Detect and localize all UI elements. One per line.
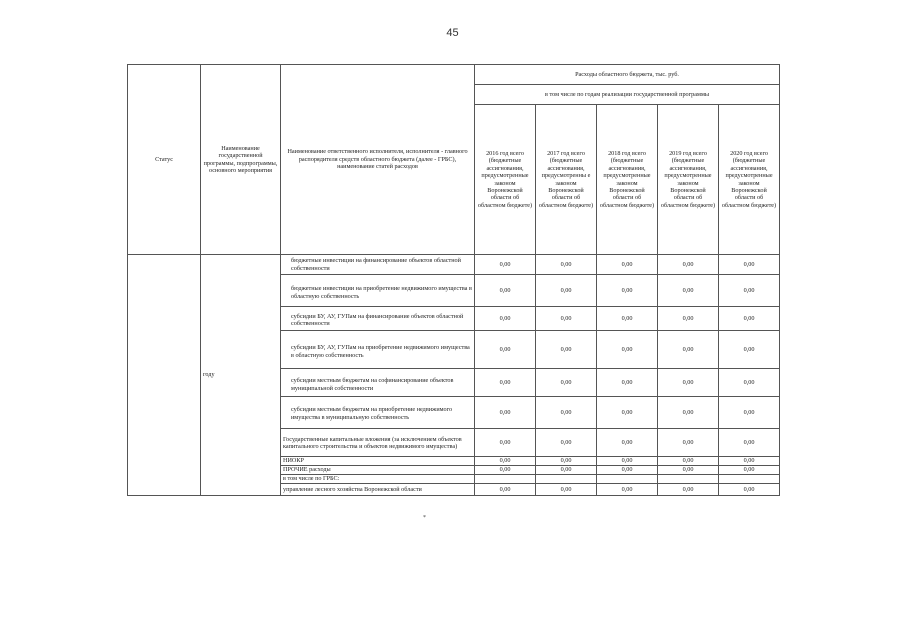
row-value: 0,00: [658, 255, 719, 275]
row-label: субсидии БУ, АУ, ГУПам на приобретение недвижимого имущества в областную собственность: [281, 331, 475, 369]
row-value: 0,00: [536, 331, 597, 369]
row-label: бюджетные инвестиции на приобретение недвижимого имущества в областную собственность: [281, 275, 475, 307]
row-value: 0,00: [597, 484, 658, 496]
row-value: [536, 475, 597, 484]
table-row: [128, 255, 780, 275]
row-value: 0,00: [536, 275, 597, 307]
row-label: ПРОЧИЕ расходы: [281, 466, 475, 475]
header-year-2019: 2019 год всего (бюджетные ассигнования, предусмотренные законом Воронежской области об областном бюджете): [658, 105, 719, 255]
page-number: 45: [446, 27, 459, 39]
row-value: 0,00: [719, 255, 780, 275]
row-value: 0,00: [475, 466, 536, 475]
row-value: 0,00: [536, 397, 597, 429]
row-label: бюджетные инвестиции на финансирование объектов областной собственности: [281, 255, 475, 275]
row-value: 0,00: [658, 457, 719, 466]
row-value: 0,00: [536, 369, 597, 397]
row-value: 0,00: [475, 275, 536, 307]
header-year-2020: 2020 год всего (бюджетные ассигнования, предусмотренные законом Воронежской области об областном бюджете): [719, 105, 780, 255]
row-value: 0,00: [475, 484, 536, 496]
row-value: [719, 475, 780, 484]
header-by-years: в том числе по годам реализации государственной программы: [475, 85, 780, 105]
row-value: 0,00: [597, 397, 658, 429]
row-value: 0,00: [658, 369, 719, 397]
row-value: 0,00: [719, 457, 780, 466]
row-label: НИОКР: [281, 457, 475, 466]
header-status: Статус: [128, 65, 201, 255]
row-value: 0,00: [719, 275, 780, 307]
row-value: 0,00: [475, 429, 536, 457]
row-value: 0,00: [536, 429, 597, 457]
row-value: 0,00: [597, 255, 658, 275]
row-value: 0,00: [597, 429, 658, 457]
budget-table: [127, 64, 780, 496]
row-value: 0,00: [475, 397, 536, 429]
row-value: 0,00: [536, 255, 597, 275]
status-cell: [128, 255, 201, 496]
row-value: 0,00: [597, 466, 658, 475]
row-value: 0,00: [475, 331, 536, 369]
row-value: 0,00: [597, 369, 658, 397]
program-cell: году: [201, 255, 281, 496]
row-value: 0,00: [658, 484, 719, 496]
row-value: 0,00: [536, 457, 597, 466]
row-value: 0,00: [475, 255, 536, 275]
row-value: 0,00: [719, 484, 780, 496]
header-year-2017: 2017 год всего (бюджетные ассигнования, предусмотренны е законом Воронежской области об областном бюджете): [536, 105, 597, 255]
header-year-2016: 2016 год всего (бюджетные ассигнования, предусмотренные законом Воронежской области об областном бюджете): [475, 105, 536, 255]
row-value: 0,00: [536, 484, 597, 496]
row-value: [597, 475, 658, 484]
row-value: 0,00: [597, 275, 658, 307]
footer-mark: *: [423, 515, 426, 521]
header-year-2018: 2018 год всего (бюджетные ассигнования, предусмотренные законом Воронежской области об областном бюджете): [597, 105, 658, 255]
row-label: субсидии местным бюджетам на софинансирование объектов муниципальной собственности: [281, 369, 475, 397]
row-value: 0,00: [658, 307, 719, 331]
row-value: 0,00: [475, 369, 536, 397]
row-value: 0,00: [475, 457, 536, 466]
row-value: 0,00: [658, 275, 719, 307]
row-value: [475, 475, 536, 484]
row-value: 0,00: [719, 466, 780, 475]
header-program-name: Наименование государственной программы, подпрограммы, основного мероприятия: [201, 65, 281, 255]
row-value: 0,00: [536, 307, 597, 331]
row-value: 0,00: [719, 331, 780, 369]
row-label: в том числе по ГРБС:: [281, 475, 475, 484]
row-label: субсидии БУ, АУ, ГУПам на финансирование объектов областной собственности: [281, 307, 475, 331]
row-value: 0,00: [719, 397, 780, 429]
row-value: 0,00: [597, 307, 658, 331]
row-label: субсидии местным бюджетам на приобретение недвижимого имущества в муниципальную собственность: [281, 397, 475, 429]
row-value: 0,00: [658, 466, 719, 475]
header-expenses-title: Расходы областного бюджета, тыс. руб.: [475, 65, 780, 85]
row-label: управление лесного хозяйства Воронежской области: [281, 484, 475, 496]
row-label: Государственные капитальные вложения (за исключением объектов капитального строительства и объектов недвижимого имущества): [281, 429, 475, 457]
row-value: 0,00: [719, 307, 780, 331]
row-value: [658, 475, 719, 484]
header-executor-name: Наименование ответственного исполнителя, исполнителя - главного распорядителя средств областного бюджета (далее - ГРБС), наименование статей расходов: [281, 65, 475, 255]
row-value: 0,00: [658, 397, 719, 429]
row-value: 0,00: [719, 369, 780, 397]
row-value: 0,00: [475, 307, 536, 331]
row-value: 0,00: [658, 331, 719, 369]
row-value: 0,00: [719, 429, 780, 457]
row-value: 0,00: [536, 466, 597, 475]
row-value: 0,00: [597, 457, 658, 466]
row-value: 0,00: [597, 331, 658, 369]
row-value: 0,00: [658, 429, 719, 457]
